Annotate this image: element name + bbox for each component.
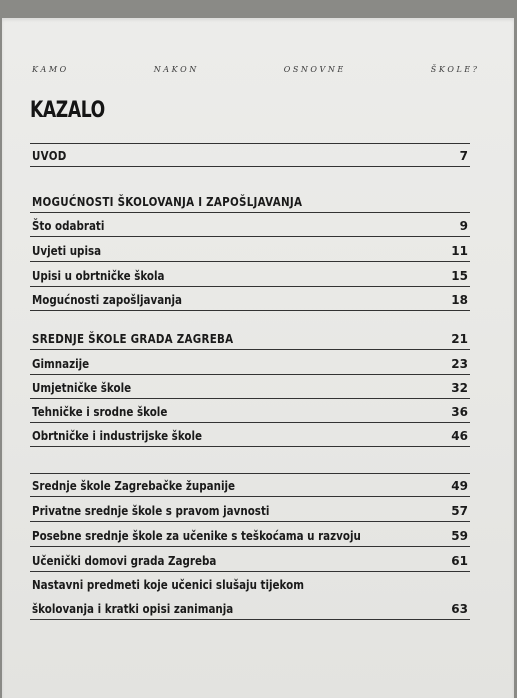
page-title: KAZALO	[30, 98, 105, 123]
toc-entry	[30, 524, 470, 547]
toc-page: 23	[451, 357, 468, 371]
toc-entry	[30, 239, 470, 262]
toc-entry	[30, 214, 470, 237]
toc-page: 7	[459, 149, 468, 163]
toc-page: 11	[451, 244, 468, 258]
toc-label: Učenički domovi grada Zagreba	[32, 554, 217, 568]
toc-entry	[30, 573, 470, 595]
toc-entry	[30, 549, 470, 572]
toc-entry	[30, 499, 470, 522]
toc-entry	[30, 424, 470, 447]
toc-label: Srednje škole Zagrebačke županije	[32, 479, 236, 493]
toc-label: Umjetničke škole	[32, 381, 132, 395]
header-word-4: Š K O L E ?	[430, 65, 477, 74]
toc-label: Obrtničke i industrijske škole	[32, 429, 203, 443]
book-page	[2, 18, 514, 698]
header-word-2: N A K O N	[153, 65, 197, 74]
toc-label: Uvjeti upisa	[32, 244, 102, 258]
toc-entry	[30, 376, 470, 399]
toc-section-heading	[30, 190, 470, 213]
toc-page: 9	[459, 219, 468, 233]
toc-page: 63	[451, 602, 468, 616]
toc-page: 57	[451, 504, 468, 518]
toc-page: 32	[451, 381, 468, 395]
toc-page: 36	[451, 405, 468, 419]
toc-page: 49	[451, 479, 468, 493]
toc-entry	[30, 288, 470, 311]
toc-label: Posebne srednje škole za učenike s teškoćama u razvoju	[32, 529, 361, 543]
toc-label: Tehničke i srodne škole	[32, 405, 168, 419]
toc-label: Što odabrati	[32, 219, 105, 233]
toc-label: MOGUĆNOSTI ŠKOLOVANJA I ZAPOŠLJAVANJA	[32, 195, 303, 209]
toc-entry	[30, 400, 470, 423]
toc-entry	[30, 597, 470, 620]
toc-page: 46	[451, 429, 468, 443]
toc-page: 59	[451, 529, 468, 543]
toc-entry	[30, 264, 470, 287]
header-word-3: O S N O V N E	[283, 65, 344, 74]
toc-label: školovanja i kratki opisi zanimanja	[32, 602, 234, 616]
toc-entry-uvod	[30, 144, 470, 167]
toc-entry	[30, 474, 470, 497]
toc-entry	[30, 352, 470, 375]
header-word-1: K A M O	[32, 65, 67, 74]
toc-label: Mogućnosti zapošljavanja	[32, 293, 183, 307]
toc-page: 18	[451, 293, 468, 307]
toc-page: 21	[451, 332, 468, 346]
toc-section-heading	[30, 327, 470, 350]
running-header	[32, 65, 477, 74]
toc-page: 61	[451, 554, 468, 568]
toc-label: UVOD	[32, 149, 67, 163]
toc-page: 15	[451, 269, 468, 283]
toc-label: Privatne srednje škole s pravom javnosti	[32, 504, 270, 518]
toc-label: Nastavni predmeti koje učenici slušaju tijekom	[32, 578, 304, 592]
toc-label: SREDNJE ŠKOLE GRADA ZAGREBA	[32, 332, 234, 346]
toc-label: Gimnazije	[32, 357, 90, 371]
toc-label: Upisi u obrtničke škola	[32, 269, 165, 283]
